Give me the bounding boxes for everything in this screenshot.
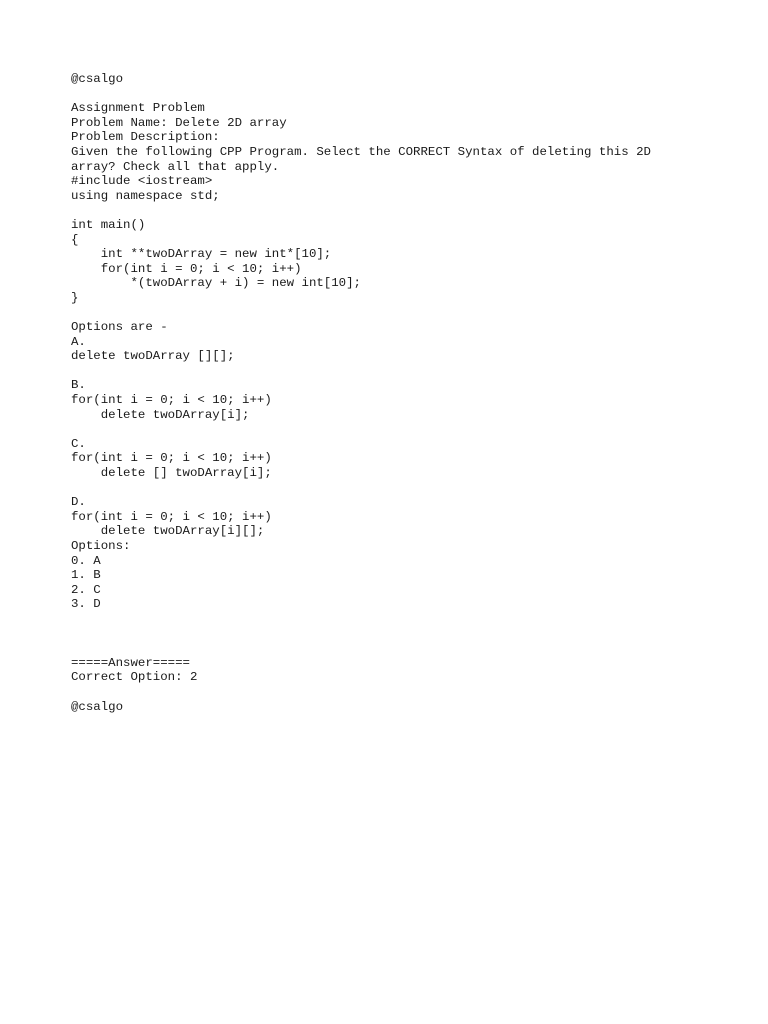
document-line: #include <iostream> [71, 174, 213, 189]
document-line: 3. D [71, 597, 101, 612]
document-line [71, 87, 751, 102]
document-line [71, 685, 751, 700]
document-line [71, 627, 751, 642]
document-line: for(int i = 0; i < 10; i++) [71, 509, 272, 524]
document-line: for(int i = 0; i < 10; i++) [71, 261, 302, 276]
document-line: B. [71, 378, 86, 393]
document-line: } [71, 290, 79, 305]
document-line: delete twoDArray [][]; [71, 349, 235, 364]
document-line: delete [] twoDArray[i]; [71, 466, 272, 481]
document-line: C. [71, 436, 86, 451]
document-line: Correct Option: 2 [71, 670, 198, 685]
document-line [71, 612, 751, 627]
document-line: Options are - [71, 320, 168, 335]
document-line: Options: [71, 539, 131, 553]
document-line: for(int i = 0; i < 10; i++) [71, 451, 272, 466]
document-line: array? Check all that apply. [71, 159, 280, 174]
document-body [71, 72, 751, 714]
document-line [71, 306, 751, 321]
document-line: using namespace std; [71, 188, 220, 203]
document-line: Assignment Problem [71, 101, 205, 116]
document-line: int main() [71, 217, 146, 232]
document-line [71, 364, 751, 379]
document-line: delete twoDArray[i][]; [71, 524, 265, 539]
document-line: Problem Name: Delete 2D array [71, 115, 287, 130]
document-line: D. [71, 495, 86, 510]
document-line: Problem Description: [71, 130, 220, 145]
document-line: @csalgo [71, 72, 124, 86]
document-line [71, 481, 751, 496]
document-line: *(twoDArray + i) = new int[10]; [71, 276, 361, 291]
document-line: { [71, 232, 79, 247]
document-line: 1. B [71, 568, 101, 583]
document-line: 0. A [71, 553, 101, 568]
document-line [71, 422, 751, 437]
document-line: =====Answer===== [71, 655, 190, 670]
document-line: Given the following CPP Program. Select the CORRECT Syntax of deleting this 2D [71, 144, 651, 159]
document-line [71, 203, 751, 218]
document-line: delete twoDArray[i]; [71, 407, 250, 422]
document-line: for(int i = 0; i < 10; i++) [71, 393, 272, 408]
document-line: A. [71, 334, 86, 349]
document-line: 2. C [71, 582, 101, 597]
document-line: @csalgo [71, 699, 124, 714]
document-line: int **twoDArray = new int*[10]; [71, 247, 332, 262]
document-line [71, 641, 751, 656]
